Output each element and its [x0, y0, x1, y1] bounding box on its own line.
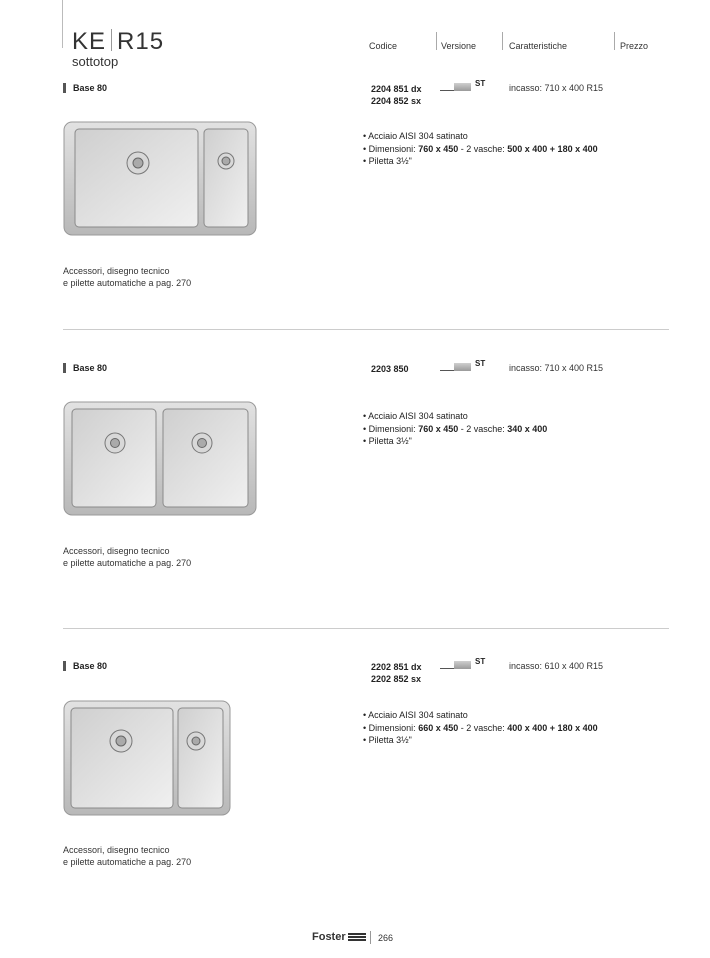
spec-list: • Acciaio AISI 304 satinato • Dimensioni: 760 x 450 - 2 vasche: 500 x 400 + 180 x 400 • Piletta 3½": [363, 131, 598, 166]
accessories-note: Accessori, disegno tecnico e pilette automatiche a pag. 270: [63, 266, 192, 288]
spec-list: • Acciaio AISI 304 satinato • Dimensioni: 760 x 450 - 2 vasche: 340 x 400 • Piletta 3½": [363, 411, 548, 446]
column-header-prezzo: Prezzo: [620, 41, 649, 51]
cutout-size: incasso: 710 x 400 R15: [509, 363, 604, 373]
column-header-caratteristiche: Caratteristiche: [509, 41, 568, 51]
section-divider: [63, 628, 669, 629]
column-header-versione: Versione: [441, 41, 477, 51]
column-divider: [502, 32, 503, 50]
title-variant: R15: [117, 28, 165, 55]
page-subtitle: sottotop: [72, 54, 119, 69]
column-header-codice: Codice: [369, 41, 398, 51]
page-title: [72, 28, 164, 56]
section-divider: [63, 329, 669, 330]
finish-swatch: [454, 83, 471, 91]
cutout-size: incasso: 610 x 400 R15: [509, 661, 604, 671]
sink-image: [63, 700, 231, 816]
version-badge: ST: [440, 362, 485, 371]
brand-logo: Foster: [312, 931, 366, 943]
sink-image: [63, 401, 257, 516]
cutout-size: incasso: 710 x 400 R15: [509, 83, 604, 93]
product-code: 2203 850: [371, 364, 409, 374]
section-label: Base 80: [63, 363, 107, 373]
sink-image: [63, 121, 257, 236]
finish-swatch: [454, 363, 471, 371]
page-number: 266: [378, 933, 394, 943]
version-badge: ST: [440, 660, 485, 669]
spec-list: • Acciaio AISI 304 satinato • Dimensioni: 660 x 450 - 2 vasche: 400 x 400 + 180 x 400 • Piletta 3½": [363, 710, 598, 745]
version-badge: ST: [440, 82, 485, 91]
footer-divider: [370, 931, 371, 944]
header-divider: [62, 0, 63, 48]
accessories-note: Accessori, disegno tecnico e pilette automatiche a pag. 270: [63, 845, 192, 867]
column-divider: [436, 32, 437, 50]
finish-swatch: [454, 661, 471, 669]
accessories-note: Accessori, disegno tecnico e pilette automatiche a pag. 270: [63, 546, 192, 568]
product-code: 2204 851 dx 2204 852 sx: [371, 84, 422, 106]
section-label: Base 80: [63, 83, 107, 93]
brand-stripes-icon: [348, 933, 366, 941]
section-label: Base 80: [63, 661, 107, 671]
title-model: KE: [72, 28, 107, 55]
column-divider: [614, 32, 615, 50]
product-code: 2202 851 dx 2202 852 sx: [371, 662, 422, 684]
